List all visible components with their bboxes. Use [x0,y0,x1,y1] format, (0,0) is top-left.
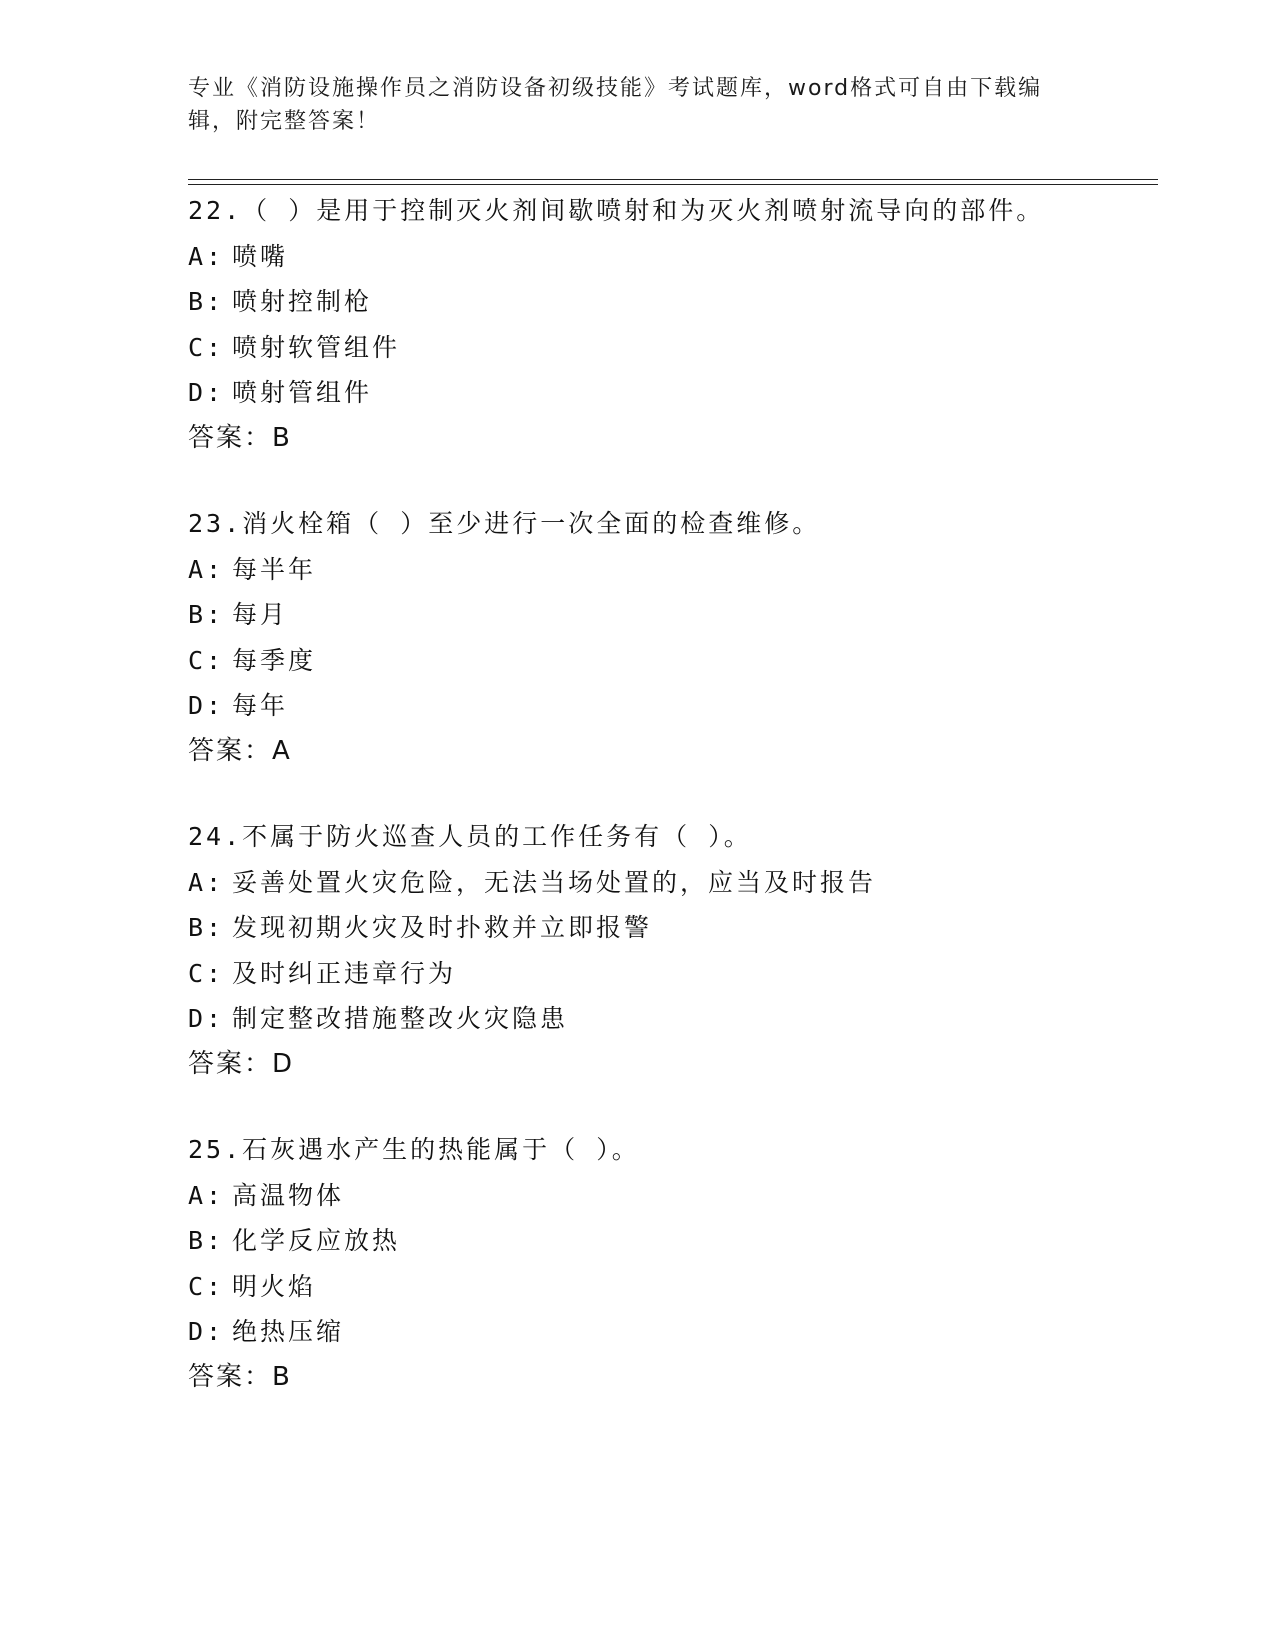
header-divider-bottom [188,184,1158,185]
option-b [188,279,1158,325]
option-key: D: [188,1317,225,1346]
option-text: 及时纠正违章行为 [232,958,457,988]
option-text: 化学反应放热 [232,1226,401,1255]
option-c [188,325,1158,371]
question-stem: 24.不属于防火巡查人员的工作任务有（ ）。 [188,822,752,851]
option-text: 喷射软管组件 [232,332,401,362]
question-23 [188,501,1158,774]
option-text: 喷嘴 [232,241,289,271]
document-header-intro: 专业《消防设施操作员之消防设备初级技能》考试题库，word格式可自由下载编辑，附完整答案！ [188,76,1043,134]
question-24 [188,814,1158,1087]
option-text: 每月 [232,600,289,629]
option-key: B: [188,287,225,316]
option-text: 每季度 [232,645,317,675]
option-key: A: [188,867,225,897]
question-list [188,188,1158,1400]
option-b [188,905,1158,951]
question-stem: 22.（ ）是用于控制灭火剂间歇喷射和为灭火剂喷射流导向的部件。 [188,196,1045,225]
option-key: C: [188,332,225,362]
option-text: 喷射管组件 [232,378,373,407]
option-text: 妥善处置火灾危险，无法当场处置的，应当及时报告 [232,867,877,897]
option-d [188,996,1158,1042]
option-text: 明火焰 [232,1271,317,1301]
answer-line: 答案：B [188,422,292,453]
option-key: C: [188,1271,225,1301]
question-stem: 23.消火栓箱（ ）至少进行一次全面的检查维修。 [188,509,821,538]
option-text: 喷射控制枪 [232,287,373,316]
option-key: B: [188,1226,225,1255]
option-c [188,1264,1158,1310]
option-a [188,547,1158,593]
option-text: 每半年 [232,554,317,584]
option-text: 制定整改措施整改火灾隐患 [232,1004,569,1033]
option-b [188,592,1158,638]
answer-line: 答案：A [188,735,292,766]
option-key: A: [188,241,225,271]
option-key: B: [188,913,225,942]
option-d [188,1309,1158,1355]
question-22 [188,188,1158,461]
option-key: A: [188,1180,225,1210]
option-text: 高温物体 [232,1180,345,1210]
option-d [188,370,1158,416]
option-c [188,951,1158,997]
question-25 [188,1127,1158,1400]
option-b [188,1218,1158,1264]
header-divider-top [188,179,1158,180]
answer-line: 答案：B [188,1361,292,1392]
option-d [188,683,1158,729]
option-c [188,638,1158,684]
option-a [188,1173,1158,1219]
option-key: C: [188,645,225,675]
option-a [188,234,1158,280]
option-key: A: [188,554,225,584]
option-key: B: [188,600,225,629]
option-text: 绝热压缩 [232,1317,345,1346]
option-key: D: [188,691,225,720]
answer-line: 答案：D [188,1048,295,1079]
option-key: D: [188,1004,225,1033]
option-text: 每年 [232,691,289,720]
option-key: C: [188,958,225,988]
option-text: 发现初期火灾及时扑救并立即报警 [232,913,653,942]
option-a [188,860,1158,906]
question-stem: 25.石灰遇水产生的热能属于（ ）。 [188,1135,640,1164]
option-key: D: [188,378,225,407]
